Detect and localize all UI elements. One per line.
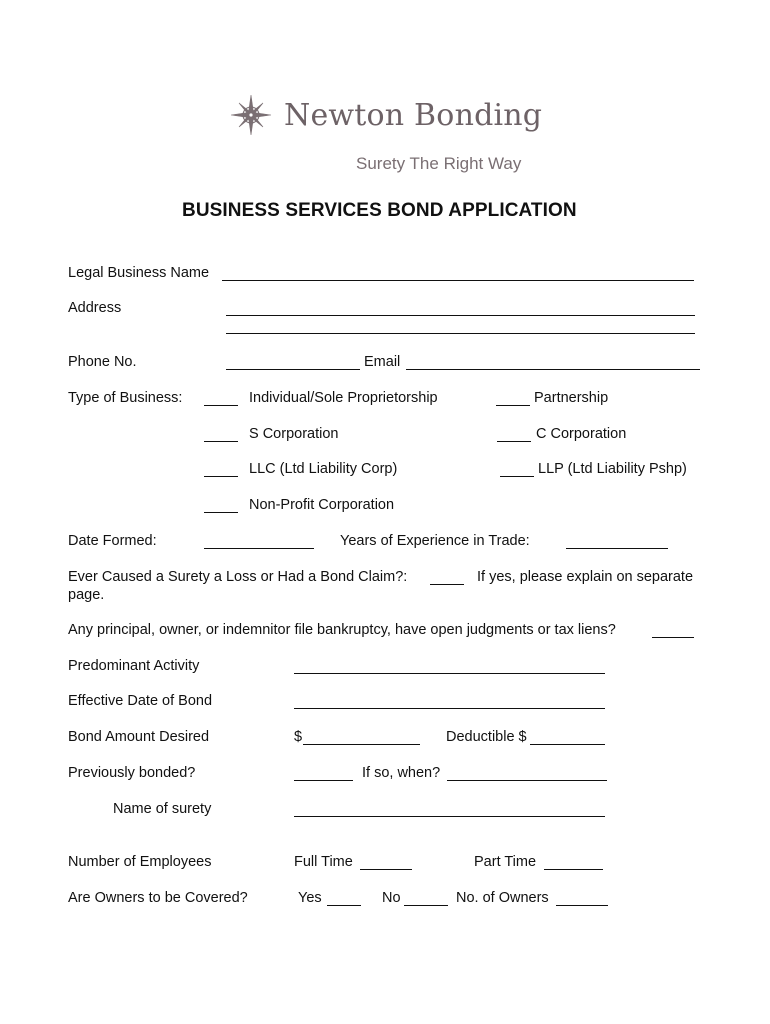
previously-bonded-label: Previously bonded? — [68, 765, 196, 781]
predominant-activity-field[interactable] — [294, 661, 605, 674]
previously-bonded-field[interactable] — [294, 768, 353, 781]
compass-rose-icon — [230, 94, 272, 136]
type-nonprofit-checkbox[interactable] — [204, 500, 238, 513]
employees-label: Number of Employees — [68, 854, 212, 870]
owners-yes-field[interactable] — [327, 893, 361, 906]
email-label: Email — [364, 354, 401, 370]
type-c-corp-checkbox[interactable] — [497, 429, 531, 442]
type-llc-label: LLC (Ltd Liability Corp) — [249, 461, 398, 477]
surety-loss-label: Ever Caused a Surety a Loss or Had a Bond Claim?: — [68, 569, 408, 585]
legal-name-field[interactable] — [222, 268, 694, 281]
type-s-corp-checkbox[interactable] — [204, 429, 238, 442]
full-time-field[interactable] — [360, 857, 412, 870]
company-tagline: Surety The Right Way — [356, 154, 522, 173]
bond-amount-dollar-sign: $ — [294, 729, 303, 745]
address-label: Address — [68, 300, 122, 316]
company-logo — [230, 94, 272, 141]
bond-amount-label: Bond Amount Desired — [68, 729, 210, 745]
owners-no-label: No — [382, 890, 401, 906]
part-time-label: Part Time — [474, 854, 537, 870]
bond-amount-field[interactable] — [303, 732, 420, 745]
number-of-owners-label: No. of Owners — [456, 890, 549, 906]
bankruptcy-field[interactable] — [652, 625, 694, 638]
owners-covered-label: Are Owners to be Covered? — [68, 890, 248, 906]
type-partnership-label: Partnership — [534, 390, 609, 406]
years-experience-field[interactable] — [566, 536, 668, 549]
if-so-when-field[interactable] — [447, 768, 607, 781]
type-individual-checkbox[interactable] — [204, 393, 238, 406]
surety-loss-note-cont: page. — [68, 587, 105, 603]
type-s-corp-label: S Corporation — [249, 426, 339, 442]
business-type-label: Type of Business: — [68, 390, 183, 406]
date-formed-field[interactable] — [204, 536, 314, 549]
predominant-activity-label: Predominant Activity — [68, 658, 200, 674]
number-of-owners-field[interactable] — [556, 893, 608, 906]
address-field-line2[interactable] — [226, 321, 695, 334]
company-name: Newton Bonding — [284, 98, 543, 133]
surety-loss-note: If yes, please explain on separate — [477, 569, 694, 585]
address-field-line1[interactable] — [226, 303, 695, 316]
type-partnership-checkbox[interactable] — [496, 393, 530, 406]
if-so-when-label: If so, when? — [362, 765, 441, 781]
phone-field[interactable] — [226, 357, 360, 370]
legal-name-label: Legal Business Name — [68, 265, 210, 281]
type-llc-checkbox[interactable] — [204, 464, 238, 477]
type-individual-label: Individual/Sole Proprietorship — [249, 390, 438, 406]
effective-date-label: Effective Date of Bond — [68, 693, 213, 709]
type-llp-label: LLP (Ltd Liability Pshp) — [538, 461, 687, 477]
phone-label: Phone No. — [68, 354, 137, 370]
type-nonprofit-label: Non-Profit Corporation — [249, 497, 395, 513]
deductible-field[interactable] — [530, 732, 605, 745]
bankruptcy-label: Any principal, owner, or indemnitor file bankruptcy, have open judgments or tax liens? — [68, 622, 616, 638]
type-c-corp-label: C Corporation — [536, 426, 627, 442]
owners-no-field[interactable] — [404, 893, 448, 906]
page-title: BUSINESS SERVICES BOND APPLICATION — [182, 200, 577, 221]
surety-loss-field[interactable] — [430, 572, 464, 585]
type-llp-checkbox[interactable] — [500, 464, 534, 477]
full-time-label: Full Time — [294, 854, 353, 870]
part-time-field[interactable] — [544, 857, 603, 870]
years-experience-label: Years of Experience in Trade: — [340, 533, 530, 549]
surety-name-field[interactable] — [294, 804, 605, 817]
effective-date-field[interactable] — [294, 696, 605, 709]
email-field[interactable] — [406, 357, 700, 370]
surety-name-label: Name of surety — [113, 801, 212, 817]
date-formed-label: Date Formed: — [68, 533, 157, 549]
owners-yes-label: Yes — [298, 890, 322, 906]
deductible-label: Deductible $ — [446, 729, 527, 745]
